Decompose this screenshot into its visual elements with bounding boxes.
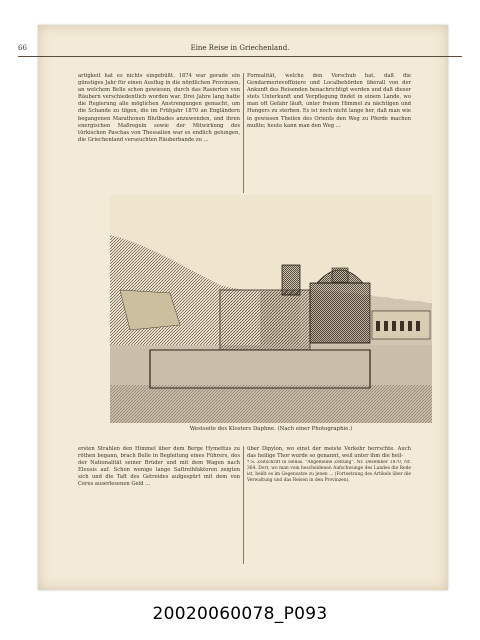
archive-reference: 20020060078_P093 xyxy=(152,604,328,624)
text-column-4 xyxy=(247,446,411,458)
text-column-2 xyxy=(247,73,411,195)
ruined-wall xyxy=(120,290,180,330)
paragraph: ersten Strahlen den Himmel über dem Berge Hymettus zu röthen begann, brach Belle in Begleitung eines Führers, des der Nationalität seiner Brüder und mit dem Wagen nach Eleusis auf. Schon wenige lange Saftreihfaktoren zeigten sich und die Taft des Getreides aufgespürt mit dem von Ceres auserlesenen Geld ... xyxy=(78,446,240,488)
foreground-shadow xyxy=(110,385,432,423)
text-column-3 xyxy=(78,446,240,566)
footnote-text: * S. Zeitschrift in Hellas. "Allgemeine Zeitung", Nr. Dezember 1870, Nr. 364. Dort, wo man vom bescheidenen Aufschwunge des Landes die Rede ist, heißt es im Gegensatze zu jenen ... (Fortsetzung des Artikels über die Verwaltung und das Reisen in den Provinzen). xyxy=(247,460,411,484)
column-divider xyxy=(243,73,244,193)
tower xyxy=(282,265,300,295)
text-column-1 xyxy=(78,73,240,195)
header-rule xyxy=(18,56,462,57)
paragraph: artigkeit hat es nichts eingebüßt. 1874 war gerade ein günstiges Jahr für einen Ausflug in die nördlichen Provinzen, an welchem Belle schon gewiesen, durch das Rasierten von Räubern verschiedentlich worden war. Drei Jahre lang hatte die Regierung alle möglichen Anstrengungen gemacht, um die Schande zu tilgen, die im Frühjahr 1870 an Engländern begangenen Marathonen Blutbades anzuwenden, und ihren energischen Maßregeln sowie der Mitwirkung des türkischen Paschas von Thessalien war es endlich gelungen, die Griechenland verseuchten Räuberbande zu ... xyxy=(78,73,240,143)
paragraph: über Dipylon, wo einst der meiste Verkehr herrschte. Auch das heilige Thor wurde so genannt, weil unter ihm die heil- xyxy=(247,446,411,458)
column-divider xyxy=(243,446,244,564)
paragraph: Formalität, welche den Vorschub hat, daß die Gendarmerievoffiziere und Localbehörden überall von der Ankunft des Reisenden benachrichtigt werden und daß dieser stets Unterkunft und Verpflegung findet in einem Lande, wo man oft Gefahr läuft, unter freiem Himmel zu nächtigen und Hungers zu sterben. Es ist noch nicht lange her, daß man wie in gewissen Theilen des Orients den Weg zu Pferde machen mußte; heute kann man den Weg ... xyxy=(247,73,411,129)
monastery-wall xyxy=(220,290,310,350)
page-number: 66 xyxy=(18,44,27,52)
figure-caption: Westseite des Klosters Daphne. (Nach einer Photographie.) xyxy=(189,426,353,432)
page-header xyxy=(10,44,470,56)
dome-drum xyxy=(332,268,348,282)
running-title: Eine Reise in Griechenland. xyxy=(190,44,290,52)
engraving-illustration xyxy=(110,195,432,423)
footnote xyxy=(247,460,411,565)
church-building xyxy=(310,283,370,343)
